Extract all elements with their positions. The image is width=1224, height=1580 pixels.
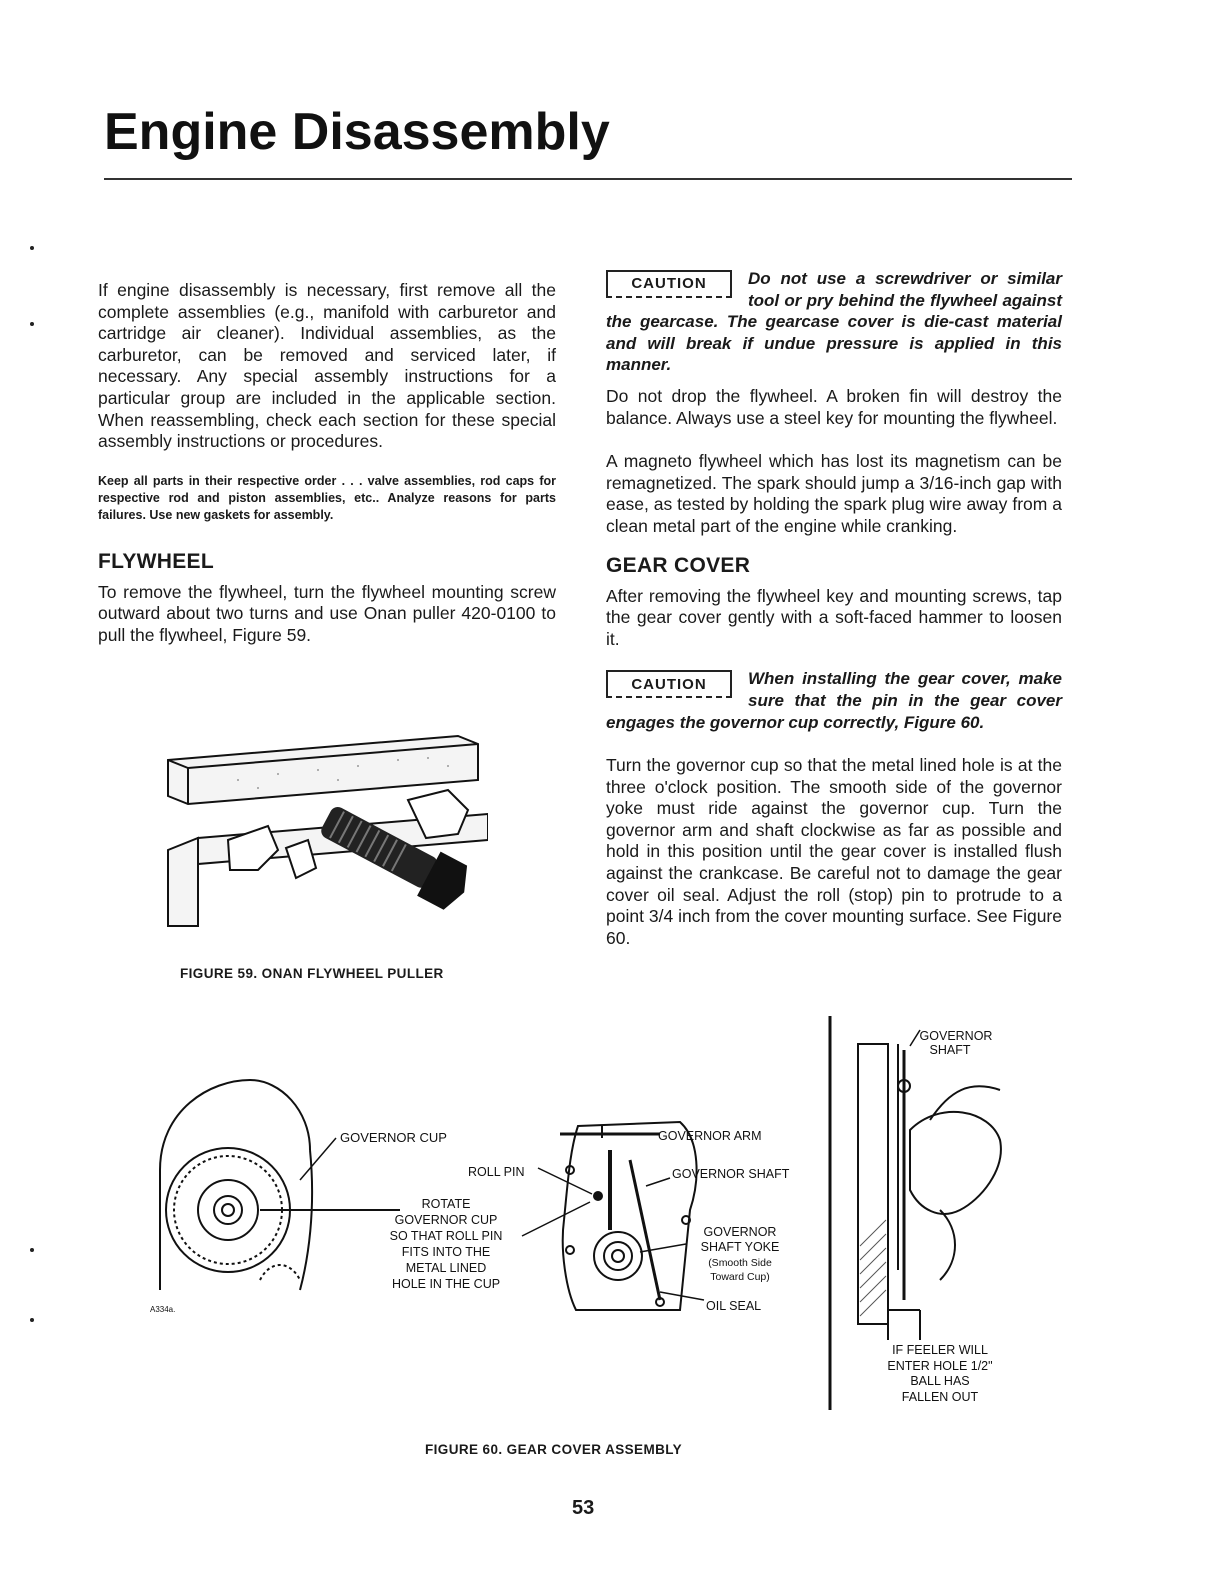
yoke-line-2: SHAFT YOKE [700, 1240, 780, 1254]
rotate-line-4: FITS INTO THE [401, 1245, 491, 1259]
gear-cover-heading: GEAR COVER [606, 553, 751, 577]
label-governor-cup: GOVERNOR CUP [340, 1130, 447, 1145]
label-roll-pin: ROLL PIN [468, 1165, 525, 1179]
page-number: 53 [572, 1497, 595, 1519]
label-governor-shaft: GOVERNOR SHAFT [672, 1167, 790, 1181]
figure60-caption: FIGURE 60. GEAR COVER ASSEMBLY [425, 1442, 683, 1457]
feeler-line-3: BALL HAS [910, 1374, 970, 1388]
page-title: Engine Disassembly [104, 103, 610, 161]
flywheel-heading: FLYWHEEL [98, 549, 214, 573]
rotate-line-1: ROTATE [421, 1197, 471, 1211]
flywheel-caution [606, 268, 1062, 376]
label-rotate-instructions [390, 1197, 503, 1291]
inset-shaft-line-2: SHAFT [929, 1043, 971, 1057]
label-governor-shaft-yoke [701, 1225, 780, 1283]
intro-note: Keep all parts in their respective order . . . valve assemblies, rod caps for respective rod and piston assemblies, etc.. Analyze reasons for parts failures. Use new gaskets for assembly. [98, 473, 556, 522]
label-inset-governor-shaft [920, 1029, 993, 1057]
left-column [98, 280, 556, 647]
flywheel-magneto-paragraph: A magneto flywheel which has lost its magnetism can be remagnetized. The spark should jump a 3/16-inch gap with ease, as tested by holding the spark plug wire away from a clean metal part of the engine while cranking. [606, 451, 1062, 536]
gear-cover-drawing [563, 1122, 697, 1310]
flywheel-caution-text: Do not use a screwdriver or similar tool or pry behind the flywheel against the gearcase. The gearcase cover is die-cast material and will break if undue pressure is applied in this manner. [606, 269, 1062, 375]
margin-mark [30, 246, 34, 250]
feeler-line-1: IF FEELER WILL [892, 1343, 988, 1357]
gear-cover-caution-text: When installing the gear cover, make sure that the pin in the gear cover engages the governor cup correctly, Figure 60. [606, 669, 1062, 732]
margin-mark [30, 1318, 34, 1322]
margin-mark [30, 322, 34, 326]
yoke-line-3: (Smooth Side [708, 1257, 772, 1269]
right-column [606, 268, 1062, 949]
figure59-caption: FIGURE 59. ONAN FLYWHEEL PULLER [180, 966, 444, 981]
flywheel-paragraph: To remove the flywheel, turn the flywheel mounting screw outward about two turns and use Onan puller 420-0100 to pull the flywheel, Figure 59. [98, 581, 556, 645]
figure60-part-number: A334a. [150, 1305, 176, 1314]
gear-cover-caution [606, 668, 1062, 733]
caution-label: CAUTION [606, 670, 732, 698]
governor-shaft-inset-drawing [858, 1044, 1001, 1340]
label-feeler-note [887, 1343, 992, 1404]
margin-mark [30, 1248, 34, 1252]
title-divider [104, 178, 1072, 180]
rotate-line-6: HOLE IN THE CUP [391, 1277, 501, 1291]
governor-cup-gear-drawing [160, 1080, 400, 1290]
yoke-line-4: Toward Cup) [710, 1271, 770, 1283]
gear-cover-paragraph-2: Turn the governor cup so that the metal lined hole is at the three o'clock position. The smooth side of the governor yoke must ride against the governor cup. Turn the governor arm and shaft clockwise as far as possible and hold in this position until the gear cover is installed flush against the crankcase. Be careful not to damage the gear cover oil seal. Adjust the roll (stop) pin to protrude to a point 3/4 inch from the cover mounting surface. See Figure 60. [606, 755, 1062, 948]
feeler-line-4: FALLEN OUT [901, 1390, 979, 1404]
caution-label: CAUTION [606, 270, 732, 298]
rotate-line-2: GOVERNOR CUP [394, 1213, 498, 1227]
yoke-line-1: GOVERNOR [703, 1225, 777, 1239]
label-governor-arm: GOVERNOR ARM [658, 1129, 762, 1143]
figure59-illustration [158, 730, 488, 930]
figure60-illustration [140, 1010, 1020, 1430]
intro-paragraph: If engine disassembly is necessary, first remove all the complete assemblies (e.g., manifold with carburetor and cartridge air cleaner). Individual assemblies, as the carburetor, can be removed and serviced later, if necessary. Any special assembly instructions for a particular group are included in the applicable section. When reassembling, check each section for these special assembly instructions or procedures. [98, 280, 556, 452]
inset-shaft-line-1: GOVERNOR [919, 1029, 993, 1043]
rotate-line-5: METAL LINED [405, 1261, 487, 1275]
label-oil-seal: OIL SEAL [706, 1299, 762, 1313]
feeler-line-2: ENTER HOLE 1/2" [887, 1359, 993, 1373]
flywheel-drop-paragraph: Do not drop the flywheel. A broken fin will destroy the balance. Always use a steel key for mounting the flywheel. [606, 385, 1062, 428]
gear-cover-paragraph: After removing the flywheel key and mounting screws, tap the gear cover gently with a soft-faced hammer to loosen it. [606, 585, 1062, 649]
rotate-line-3: SO THAT ROLL PIN [389, 1229, 503, 1243]
